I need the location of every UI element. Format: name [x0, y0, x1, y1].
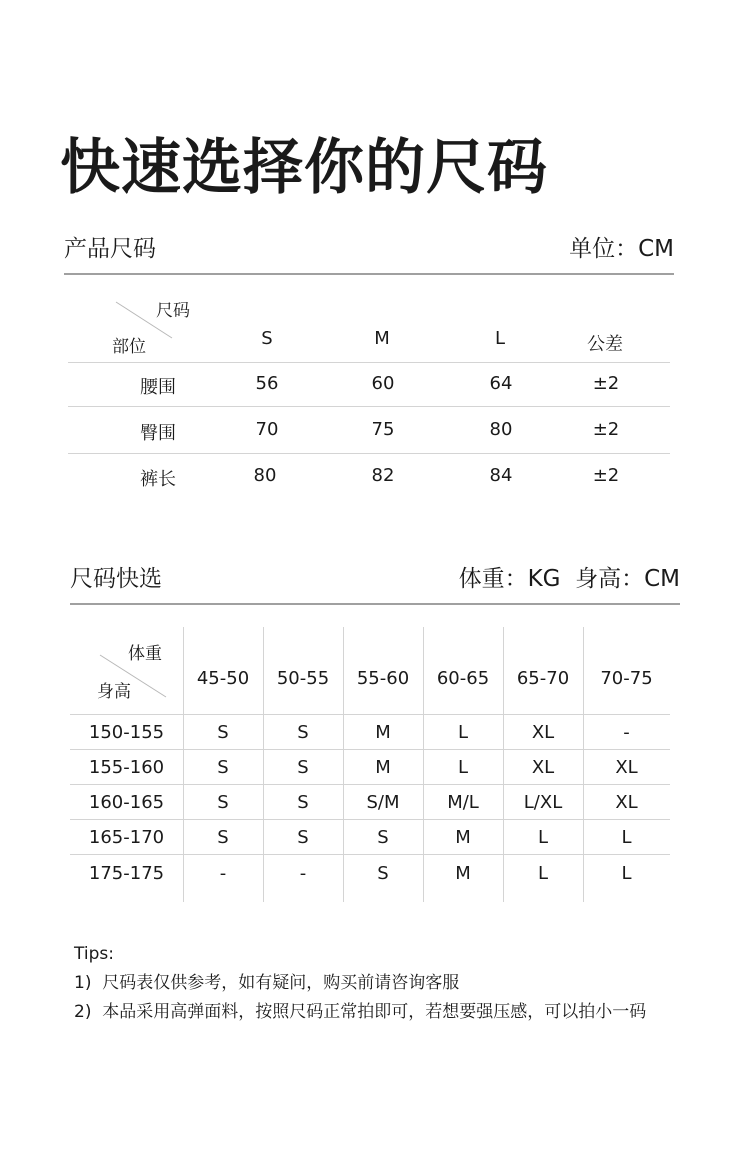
- product-size-table: [68, 286, 670, 506]
- quick-select-unit: 体重：KG 身高：CM: [458, 566, 680, 592]
- row-label: 155-160: [88, 757, 165, 778]
- table-cell: S/M: [366, 792, 400, 813]
- row-divider: [70, 784, 670, 785]
- row-label: 175-175: [88, 863, 165, 884]
- table-cell: 64: [489, 373, 513, 394]
- column-header: 50-55: [276, 668, 330, 689]
- section-divider: [64, 273, 674, 275]
- corner-label-size: 尺码: [156, 301, 190, 321]
- tips-heading: Tips:: [74, 944, 114, 964]
- column-header: M: [374, 328, 390, 349]
- table-cell: S: [297, 827, 309, 848]
- table-cell: S: [297, 792, 309, 813]
- table-cell: L/XL: [523, 792, 563, 813]
- table-cell: L: [457, 757, 469, 778]
- quick-select-table: [70, 627, 670, 902]
- table-cell: L: [457, 722, 469, 743]
- table-cell: S: [217, 757, 229, 778]
- table-cell: XL: [531, 722, 555, 743]
- table-cell: S: [217, 722, 229, 743]
- table-cell: -: [623, 722, 630, 743]
- quick-select-header: [70, 563, 680, 603]
- table-cell: S: [377, 863, 389, 884]
- table-cell: S: [217, 792, 229, 813]
- row-label: 160-165: [88, 792, 165, 813]
- table-cell: M: [375, 722, 391, 743]
- table-cell: 70: [255, 419, 279, 440]
- table-row: [68, 454, 670, 502]
- table-cell: L: [537, 863, 549, 884]
- table-cell: 80: [253, 465, 277, 486]
- column-header: 70-75: [600, 668, 653, 689]
- row-label: 165-170: [88, 827, 165, 848]
- table-cell: M: [375, 757, 391, 778]
- column-header: L: [494, 328, 506, 349]
- table-cell: -: [219, 863, 227, 884]
- page-title: 快速选择你的尺码: [60, 133, 548, 203]
- table-cell: S: [217, 827, 229, 848]
- product-size-header: [64, 233, 674, 273]
- table-cell: ±2: [592, 419, 620, 440]
- table-cell: 75: [371, 419, 395, 440]
- column-header: 65-70: [516, 668, 570, 689]
- table-cell: 60: [371, 373, 395, 394]
- row-divider: [70, 854, 670, 855]
- row-divider: [70, 749, 670, 750]
- tips-line: 1) 尺码表仅供参考，如有疑问，购买前请咨询客服: [74, 973, 460, 993]
- table-cell: L: [621, 863, 632, 884]
- corner-label-weight: 体重: [128, 644, 162, 664]
- row-divider: [70, 714, 670, 715]
- table-cell: ±2: [592, 465, 620, 486]
- table-row: [68, 407, 670, 454]
- quick-select-heading: 尺码快选: [70, 566, 162, 592]
- table-cell: 56: [255, 373, 279, 394]
- column-header: 公差: [587, 334, 623, 355]
- table-cell: -: [299, 863, 307, 884]
- corner-label-height: 身高: [97, 682, 131, 702]
- table-row: [68, 363, 670, 407]
- table-cell: XL: [531, 757, 555, 778]
- tips-line: 2) 本品采用高弹面料，按照尺码正常拍即可，若想要强压感，可以拍小一码: [74, 1002, 647, 1022]
- table-cell: S: [377, 827, 389, 848]
- row-label: 裤长: [140, 469, 176, 490]
- column-header: 45-50: [196, 668, 250, 689]
- section-divider: [70, 603, 680, 605]
- table-cell: 82: [371, 465, 395, 486]
- table-cell: ±2: [592, 373, 620, 394]
- table-header-row: [68, 286, 670, 363]
- table-cell: L: [537, 827, 549, 848]
- product-size-heading: 产品尺码: [64, 236, 156, 262]
- table-cell: S: [297, 757, 309, 778]
- row-divider: [70, 819, 670, 820]
- corner-label-part: 部位: [112, 337, 146, 357]
- table-cell: 80: [489, 419, 513, 440]
- table-cell: M: [455, 827, 471, 848]
- table-cell: S: [297, 722, 309, 743]
- table-cell: XL: [615, 792, 638, 813]
- row-label: 臀围: [140, 423, 176, 444]
- table-cell: L: [621, 827, 632, 848]
- column-header: 60-65: [436, 668, 490, 689]
- table-cell: XL: [615, 757, 638, 778]
- tips-section: [74, 940, 646, 1027]
- table-cell: M: [455, 863, 471, 884]
- column-header: 55-60: [356, 668, 410, 689]
- row-label: 腰围: [140, 377, 176, 398]
- table-cell: 84: [489, 465, 513, 486]
- product-size-unit: 单位：CM: [569, 236, 674, 262]
- row-label: 150-155: [88, 722, 165, 743]
- column-header: S: [261, 328, 273, 349]
- table-cell: M/L: [447, 792, 479, 813]
